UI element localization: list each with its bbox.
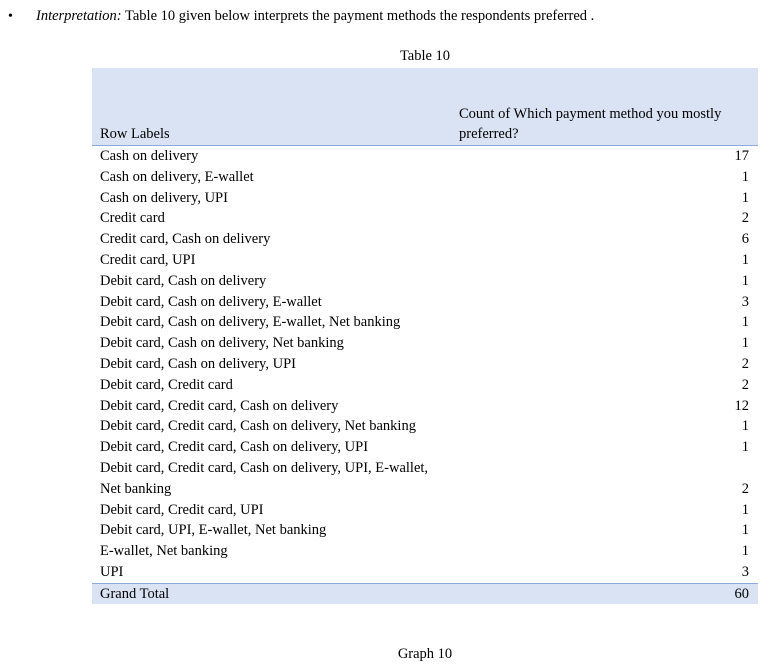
table-row [92,396,758,417]
interpretation-label: Interpretation: [36,8,122,24]
row-count: 3 [741,293,749,310]
row-label: Credit card [100,210,165,227]
row-count: 3 [741,563,749,580]
pivot-table-container [92,68,758,604]
row-label: Debit card, Credit card, UPI [100,501,264,518]
table-row [92,208,758,229]
grand-total-count: 60 [450,583,758,604]
row-label: Debit card, Credit card [100,376,233,393]
row-count: 2 [741,376,749,393]
interpretation-text: Table 10 given below interprets the payment methods the respondents preferred . [121,8,595,24]
row-label: E-wallet, Net banking [100,543,228,560]
header-count: Count of Which payment method you mostly preferred? [450,68,758,146]
table-row [92,229,758,250]
table-row [92,271,758,292]
row-label: Debit card, UPI, E-wallet, Net banking [100,522,327,539]
row-count: 1 [741,189,749,206]
row-count: 2 [741,480,749,497]
row-count: 17 [734,148,749,164]
row-label: Debit card, Credit card, Cash on delivery, UPI, E-wallet, Net banking [100,459,429,497]
header-row-labels: Row Labels [92,68,450,146]
row-count: 6 [741,231,749,248]
row-count: 1 [741,335,749,352]
graph-caption: Graph 10 [397,646,453,662]
table-row [92,354,758,375]
row-count: 2 [741,355,749,372]
table-row [92,458,758,500]
row-label: Debit card, Credit card, Cash on delivery, UPI [100,439,369,456]
row-label: Debit card, Credit card, Cash on delivery, Net banking [100,418,416,435]
row-label: Credit card, Cash on delivery [100,231,271,248]
row-count: 12 [734,397,749,414]
table-row [92,333,758,354]
table-row [92,312,758,333]
table-row [92,416,758,437]
row-count: 1 [741,439,749,456]
grand-total-label: Grand Total [92,583,450,604]
row-count: 1 [741,272,749,289]
row-count: 1 [741,543,749,560]
table-row [92,250,758,271]
row-label: Debit card, Cash on delivery [100,272,267,289]
table-row [92,520,758,541]
row-count: 1 [741,418,749,435]
row-label: Debit card, Credit card, Cash on delivery [100,397,339,414]
row-label: Cash on delivery, UPI [100,189,228,206]
row-count: 1 [741,168,749,185]
row-label: Debit card, Cash on delivery, E-wallet, Net banking [100,314,401,331]
table-row [92,146,758,167]
table-body [92,146,758,604]
row-label: Debit card, Cash on delivery, UPI [100,355,296,372]
row-count: 1 [741,314,749,331]
table-header-row [92,68,758,146]
table-row [92,292,758,313]
bullet-icon: • [8,9,13,24]
table-row [92,500,758,521]
interpretation-paragraph [8,6,594,26]
row-count: 1 [741,501,749,518]
row-count: 1 [741,522,749,539]
table-row [92,437,758,458]
grand-total-row [92,583,758,604]
pivot-table [92,68,758,604]
row-label: Debit card, Cash on delivery, Net banking [100,335,344,352]
table-row [92,167,758,188]
row-label: Cash on delivery, E-wallet [100,168,254,185]
row-label: Debit card, Cash on delivery, E-wallet [100,293,322,310]
row-label: Credit card, UPI [100,251,196,268]
table-caption: Table 10 [399,48,451,64]
row-count: 1 [741,251,749,268]
table-row [92,541,758,562]
table-row [92,562,758,583]
row-count: 2 [741,210,749,227]
table-row [92,375,758,396]
row-label: Cash on delivery [100,148,199,164]
table-row [92,188,758,209]
row-label: UPI [100,563,124,580]
